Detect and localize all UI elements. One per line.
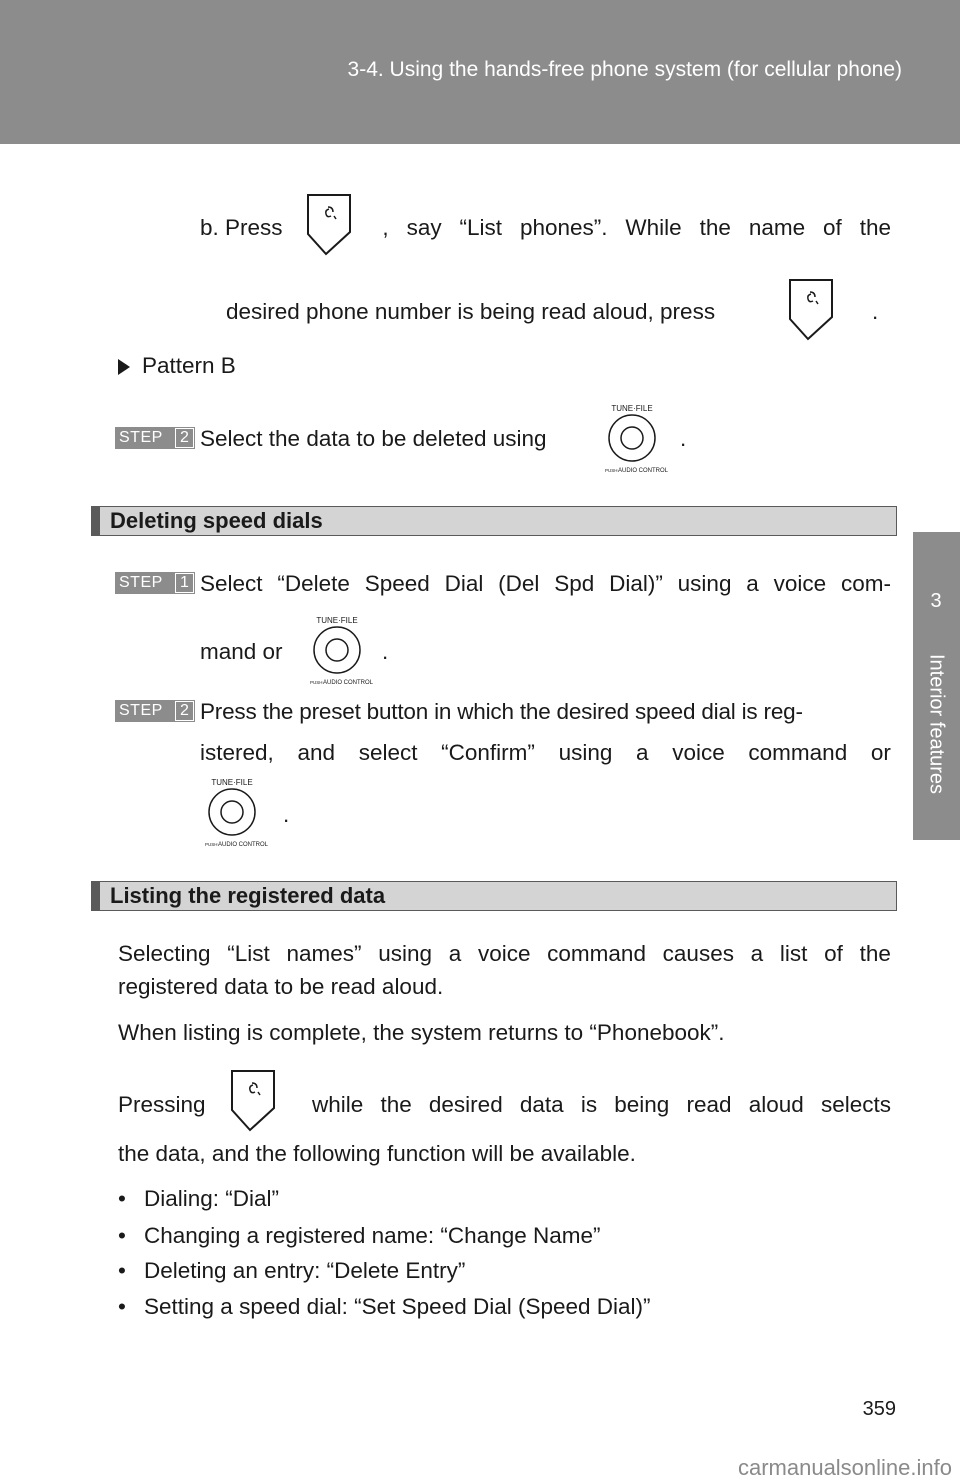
word: aloud bbox=[748, 1092, 804, 1117]
step-b-line2 bbox=[226, 297, 715, 327]
word: command bbox=[547, 941, 646, 966]
word: , bbox=[382, 215, 389, 240]
list-item-text: Changing a registered name: “Change Name” bbox=[144, 1223, 601, 1248]
word: causes bbox=[662, 941, 734, 966]
tune-file-knob-icon bbox=[596, 402, 668, 474]
step-number: 2 bbox=[175, 701, 194, 721]
step2-line2 bbox=[200, 738, 891, 768]
step1-line2: mand or bbox=[200, 639, 283, 664]
section-title: Deleting speed dials bbox=[110, 508, 323, 533]
word: the bbox=[859, 215, 891, 240]
word: while bbox=[312, 1092, 364, 1117]
chapter-label: Interior features bbox=[925, 653, 948, 795]
word: Spd bbox=[554, 571, 595, 596]
word: “List bbox=[459, 215, 503, 240]
step-badge bbox=[115, 572, 195, 594]
list-item bbox=[118, 1184, 279, 1214]
word: command bbox=[748, 740, 848, 765]
tune-file-knob-icon bbox=[196, 776, 268, 848]
word: phones”. bbox=[519, 215, 608, 240]
para1-line1 bbox=[118, 939, 891, 969]
word: “Confirm” bbox=[441, 740, 535, 765]
phone-talk-icon bbox=[306, 192, 352, 256]
word: a bbox=[746, 571, 759, 596]
page-number: 359 bbox=[862, 1398, 896, 1420]
list-item bbox=[118, 1256, 465, 1286]
bullet: • bbox=[118, 1294, 126, 1319]
knob-bottom-label: AUDIO CONTROL bbox=[618, 468, 668, 474]
phone-talk-icon bbox=[788, 277, 834, 341]
word: using bbox=[558, 740, 613, 765]
word: read bbox=[686, 1092, 732, 1117]
word: Dial)” bbox=[609, 571, 663, 596]
word: voice bbox=[477, 941, 531, 966]
word: selects bbox=[820, 1092, 891, 1117]
para3-start: Pressing bbox=[118, 1092, 206, 1117]
knob-push-label: PUSH bbox=[205, 842, 218, 847]
section-heading bbox=[91, 506, 897, 536]
step-word: STEP bbox=[119, 429, 163, 446]
word: is bbox=[580, 1092, 598, 1117]
period: . bbox=[283, 802, 290, 827]
word: b. Press bbox=[200, 215, 283, 240]
knob-bottom-label: AUDIO CONTROL bbox=[218, 842, 268, 848]
step2-line1: Press the preset button in which the desired speed dial is reg- bbox=[200, 699, 803, 724]
word: desired bbox=[428, 1092, 503, 1117]
word: the bbox=[380, 1092, 412, 1117]
section-heading bbox=[91, 881, 897, 911]
word: “Delete bbox=[277, 571, 350, 596]
period: . bbox=[680, 426, 687, 451]
word: and bbox=[297, 740, 336, 765]
word: name bbox=[748, 215, 806, 240]
page-header bbox=[0, 0, 960, 144]
step-b-line1 bbox=[200, 213, 891, 243]
word: the bbox=[699, 215, 731, 240]
period: . bbox=[382, 639, 389, 664]
word: select bbox=[358, 740, 418, 765]
word: Dial bbox=[444, 571, 484, 596]
para3-line1 bbox=[312, 1090, 891, 1120]
word: a bbox=[448, 941, 462, 966]
tune-file-knob-icon bbox=[301, 614, 373, 686]
step-word: STEP bbox=[119, 574, 163, 591]
word: (Del bbox=[498, 571, 540, 596]
word: a bbox=[750, 941, 764, 966]
step-number: 1 bbox=[175, 573, 194, 593]
word: com- bbox=[840, 571, 891, 596]
list-item-text: Dialing: “Dial” bbox=[144, 1186, 280, 1211]
section-title: Listing the registered data bbox=[110, 883, 386, 908]
para2: When listing is complete, the system returns to “Phonebook”. bbox=[118, 1020, 725, 1045]
word: names” bbox=[286, 941, 362, 966]
header-title: 3-4. Using the hands-free phone system (for cellular phone) bbox=[347, 58, 902, 81]
word: say bbox=[406, 215, 442, 240]
step1-line1 bbox=[200, 569, 891, 599]
watermark: carmanualsonline.info bbox=[737, 1455, 952, 1480]
word: of bbox=[823, 215, 842, 240]
word: Select bbox=[200, 571, 263, 596]
para3-line2: the data, and the following function will be available. bbox=[118, 1141, 636, 1166]
pattern-b bbox=[118, 351, 236, 381]
word: Selecting bbox=[118, 941, 211, 966]
word: list bbox=[779, 941, 808, 966]
list-item-text: Setting a speed dial: “Set Speed Dial (Speed Dial)” bbox=[144, 1294, 651, 1319]
word: or bbox=[870, 740, 891, 765]
bullet: • bbox=[118, 1186, 126, 1211]
pattern-label: Pattern B bbox=[142, 353, 236, 378]
step-word: STEP bbox=[119, 702, 163, 719]
step-text: Select the data to be deleted using bbox=[200, 426, 547, 451]
word: the bbox=[859, 941, 891, 966]
word: being bbox=[614, 1092, 670, 1117]
list-item bbox=[118, 1292, 651, 1322]
knob-push-label: PUSH bbox=[605, 468, 618, 473]
knob-bottom-label: AUDIO CONTROL bbox=[323, 680, 373, 686]
period: . bbox=[872, 299, 879, 324]
step-badge bbox=[115, 427, 195, 449]
text: desired phone number is being read aloud, press bbox=[226, 299, 716, 324]
word: a bbox=[636, 740, 649, 765]
word: of bbox=[824, 941, 843, 966]
para1-line2: registered data to be read aloud. bbox=[118, 974, 444, 999]
word: voice bbox=[672, 740, 725, 765]
word: using bbox=[677, 571, 732, 596]
list-item bbox=[118, 1221, 601, 1251]
list-item-text: Deleting an entry: “Delete Entry” bbox=[144, 1258, 466, 1283]
word: using bbox=[378, 941, 433, 966]
knob-push-label: PUSH bbox=[310, 680, 323, 685]
bullet: • bbox=[118, 1223, 126, 1248]
knob-top-label: TUNE·FILE bbox=[211, 778, 253, 787]
knob-top-label: TUNE·FILE bbox=[316, 616, 358, 625]
triangle-bullet-icon bbox=[118, 359, 130, 375]
chapter-number: 3 bbox=[930, 590, 942, 612]
word: data bbox=[519, 1092, 564, 1117]
knob-top-label: TUNE·FILE bbox=[611, 404, 653, 413]
bullet: • bbox=[118, 1258, 126, 1283]
word: voice bbox=[773, 571, 827, 596]
word: Speed bbox=[364, 571, 430, 596]
step-badge bbox=[115, 700, 195, 722]
step-number: 2 bbox=[175, 428, 194, 448]
word: While bbox=[625, 215, 682, 240]
word: istered, bbox=[200, 740, 274, 765]
phone-talk-icon bbox=[230, 1068, 276, 1132]
word: “List bbox=[227, 941, 270, 966]
